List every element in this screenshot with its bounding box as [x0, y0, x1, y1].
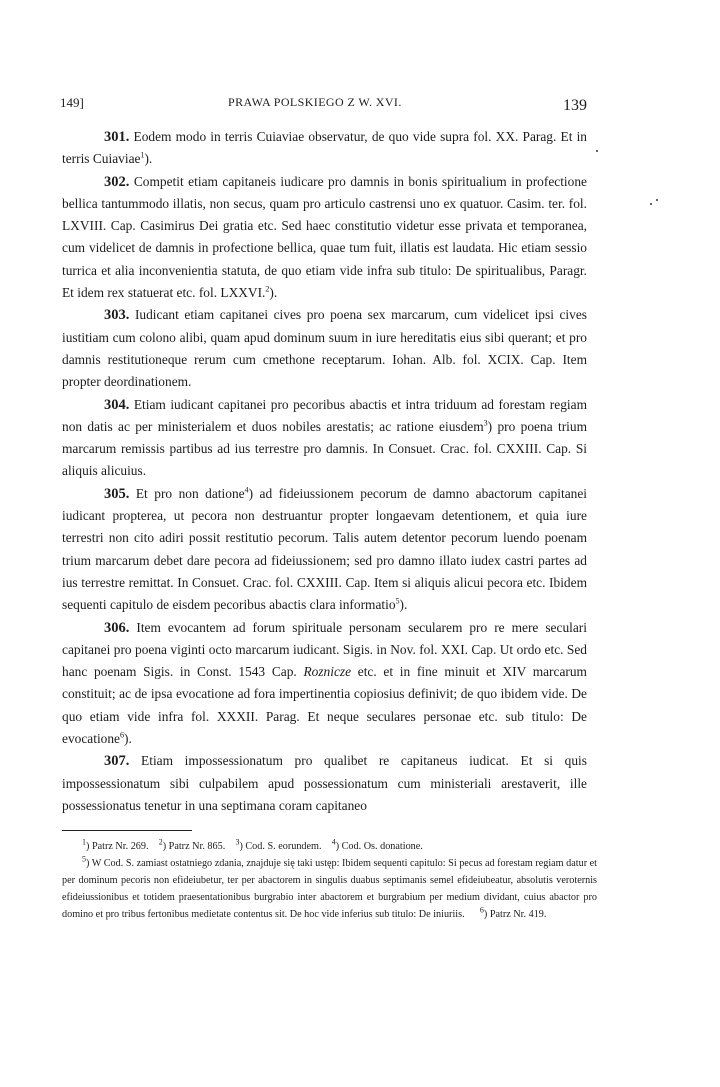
- footnote-3: $^3$) Cod. S. eorundem.: [235, 837, 322, 852]
- footnote-ref: 3: [483, 418, 488, 428]
- paragraph-number: 302.: [104, 173, 130, 190]
- paragraph-number: 307.: [104, 753, 130, 770]
- paragraph-text: Et pro non datione: [135, 485, 245, 501]
- header-left-number: 149]: [60, 95, 84, 110]
- paragraph-text: ) ad fideiussionem pecorum de damno abactorum capitanei iudicant propterea, ut pecora non destruantur propter longaevam detentionem, et quia iure terrestri non cito adiri possit restitutio pecorum. Talis autem detentor pecorum luendo poenam trium marcarum debet dare pecora ad fideiussionem; sed pro damno illato iudex castri partes ad ius terrestre remittat. In Consuet. Crac. fol. CXXIII. Cap. Item si aliquis alicui pecora etc. Ibidem sequenti capitulo de eisdem pecoribus abactis clara informatio: [62, 485, 587, 613]
- footnotes: [62, 838, 597, 923]
- footnote-2: $^2$) Patrz Nr. 865.: [158, 837, 226, 852]
- paragraph-304: [62, 394, 587, 483]
- footnote-ref: 1: [140, 150, 145, 160]
- paragraph-text: Competit etiam capitaneis iudicare pro damnis in bonis spiritualium in profectione bellica tantummodo illatis, non secus, quam pro articulo castrensi uno ex quatuor. Casim. ter. fol. LXVIII. Cap. Casimirus Dei gratia etc. Sed haec constitutio videtur esse privata et temporanea, cum videlicet de damnis in profectione bellica, quae tum fuit, illatis est laudata. Hic etiam sessio turrica et alia inconvenientia statuta, de quo etiam vide infra sub titulo: De spiritualibus, Paragr. Et idem rex statuerat etc. fol. LXXVI.: [62, 173, 587, 301]
- paragraph-text: ) pro poena trium marcarum remissis partibus ad ius terrestre pro damnis. In Consuet. Crac. fol. CXXIII. Cap. Si aliquis alicuius.: [62, 418, 587, 479]
- footnote-1: $^1$) Patrz Nr. 269.: [82, 837, 149, 852]
- paragraph-301: [62, 126, 587, 171]
- margin-speck: [650, 203, 652, 205]
- body-text: [62, 126, 587, 817]
- margin-speck: [656, 199, 658, 201]
- paragraph-number: 301.: [104, 129, 130, 145]
- paragraph-306: [62, 617, 587, 751]
- footnote-4: $^4$) Cod. Os. donatione.: [331, 837, 423, 852]
- paragraph-text: ).: [399, 597, 408, 613]
- footnote-5: $^5$) W Cod. S. zamiast ostatniego zdania, znajduje się taki ustęp: Ibidem sequenti capitulo: Si pecus ad forestam regiam datur et per dominum pecoris non efideiubetur, ter per abactorem in singulis duabus septimanis semel efideiubeatur, absolutis veroternis efideiussionibus et totidem praesentationibus burgrabio inter abactorem et burgrabium per medium dividant, cuius abactor pro domino et pro tribus fertonibus medietate contentus sit. De hoc vide inferius sub titulo: De iniuriis. $^6$) Patrz Nr. 419.: [62, 854, 597, 920]
- paragraph-302: [62, 171, 587, 305]
- paragraph-text: Etiam impossessionatum pro qualibet re capitaneus iudicat. Et si quis impossessionatum sibi culpabilem apud possessionatum cum ministeriali arestaverit, ille possessionatus tenetur in una septimana coram capitaneo: [62, 753, 587, 813]
- page-number: 139: [563, 97, 587, 114]
- italic-term: Roznicze: [303, 664, 352, 680]
- running-title: PRAWA POLSKIEGO Z W. XVI.: [228, 95, 402, 109]
- paragraph-text: ).: [144, 151, 153, 167]
- paragraph-text: etc. et in fine minuit et XIV marcarum constituit; ac de ipsa evocatione ad fora impertinentia copiosius definivit; de quo ibidem vide. De quo etiam vide infra fol. XXXII. Parag. Et neque seculares personae etc. sub titulo: De evocatione: [62, 664, 587, 747]
- footnote-ref: 6: [120, 730, 124, 740]
- paragraph-text: ).: [269, 285, 278, 301]
- paragraph-number: 306.: [104, 619, 130, 636]
- footnote-ref: 2: [265, 284, 270, 294]
- paragraph-303: [62, 304, 587, 393]
- margin-speck: [596, 150, 598, 152]
- paragraph-text: Item evocantem ad forum spirituale personam secularem pro re mere seculari capitanei pro poena viginti octo marcarum iudicant. Sigis. in Nov. fol. XXI. Cap. Ut ordo etc. Sed hanc poenam Sigis. in Const. 1543 Cap.: [62, 619, 587, 680]
- footnote-ref: 5: [395, 596, 400, 606]
- paragraph-text: Iudicant etiam capitanei cives pro poena sex marcarum, cum videlicet ipsi cives iustitiam cum colono alibi, quam apud dominum suum in iure hereditatis eius sibi querant; et pro damnis restitutioneque rerum cum cmethone receptarum. Iohan. Alb. fol. XCIX. Cap. Item propter deordinationem.: [62, 307, 587, 390]
- paragraph-number: 304.: [104, 396, 130, 413]
- paragraph-number: 303.: [104, 307, 130, 324]
- footnote-6: $^6$) Patrz Nr. 419.: [479, 905, 547, 920]
- paragraph-text: ).: [124, 731, 132, 747]
- footnote-ref: 4: [244, 485, 249, 495]
- footnote-rule: [62, 830, 192, 831]
- paragraph-text: Etiam iudicant capitanei pro pecoribus abactis et intra triduum ad forestam regiam non datis ac per ministerialem et duos nobiles arestatis; ac ratione eiusdem: [62, 396, 587, 434]
- paragraph-number: 305.: [104, 485, 130, 502]
- paragraph-305: [62, 483, 587, 617]
- footnote-line-1: [62, 838, 597, 855]
- paragraph-text: Eodem modo in terris Cuiaviae observatur, de quo vide supra fol. XX. Parag. Et in terris Cuiaviae: [62, 129, 587, 167]
- paragraph-307: [62, 750, 587, 817]
